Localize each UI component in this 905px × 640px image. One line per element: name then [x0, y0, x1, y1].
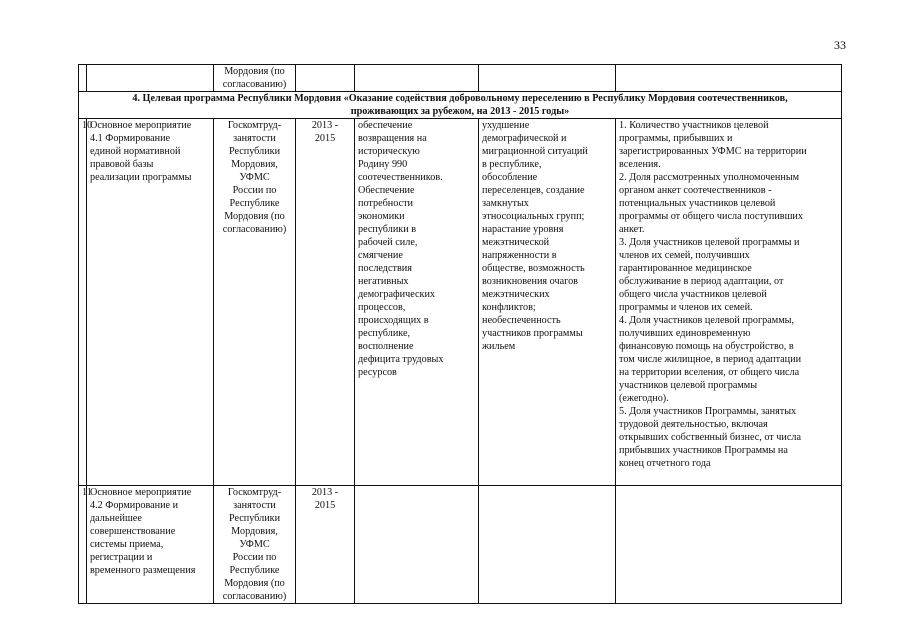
- section-header-row: [79, 92, 842, 119]
- row-number: 11: [79, 486, 87, 604]
- row-number: 10: [79, 119, 87, 486]
- cont-responsible-cell: Мордовия (по согласованию): [214, 65, 296, 92]
- cont-num-cell: [79, 65, 87, 92]
- result-cell: обеспечение возвращения на историческую Родину 990 соотечественников. Обеспечение потребности экономики республики в рабочей силе, смягчение последствия негативных демографических процессов, происходящих в республике, восполнение дефицита трудовых ресурсов: [355, 119, 479, 486]
- indicators-cell: 1. Количество участников целевой программы, прибывших и зарегистрированных УФМС на территории вселения. 2. Доля рассмотренных уполномоченным органом анкет соотечественников - потенциальных участников целевой программы от общего числа поступивших анкет. 3. Доля участников целевой программы и членов их семей, получивших гарантированное медицинское обслуживание в период адаптации, от общего числа участников целевой программы и членов их семей. 4. Доля участников целевой программы, получивших единовременную финансовую помощь на обустройство, в том числе жилищное, в период адаптации на территории вселения, от общего числа участников целевой программы (ежегодно). 5. Доля участников Программы, занятых трудовой деятельностью, включая открывших собственный бизнес, от числа прибывших участников Программы на конец отчетного года: [616, 119, 842, 486]
- period-cell: 2013 - 2015: [296, 119, 355, 486]
- indicators-cell: [616, 486, 842, 604]
- consequences-cell: [479, 486, 616, 604]
- table-row: [79, 119, 842, 486]
- activity-cell: Основное мероприятие 4.1 Формирование единой нормативной правовой базы реализации программы: [87, 119, 214, 486]
- responsible-cell: Госкомтруд- занятости Республики Мордовия, УФМС России по Республике Мордовия (по согласованию): [214, 486, 296, 604]
- program-table: [78, 64, 842, 604]
- cont-result-cell: [355, 65, 479, 92]
- table-row: [79, 486, 842, 604]
- cont-indicators-cell: [616, 65, 842, 92]
- period-cell: 2013 - 2015: [296, 486, 355, 604]
- result-cell: [355, 486, 479, 604]
- cont-activity-cell: [87, 65, 214, 92]
- cont-period-cell: [296, 65, 355, 92]
- cont-consequences-cell: [479, 65, 616, 92]
- page-number: 33: [834, 38, 846, 52]
- section-title: 4. Целевая программа Республики Мордовия «Оказание содействия добровольному переселению в Республику Мордовия соотечественников, проживающих за рубежом, на 2013 - 2015 годы»: [79, 92, 842, 119]
- responsible-cell: Госкомтруд- занятости Республики Мордовия, УФМС России по Республике Мордовия (по согласованию): [214, 119, 296, 486]
- activity-cell: Основное мероприятие 4.2 Формирование и дальнейшее совершенствование системы приема, регистрации и временного размещения: [87, 486, 214, 604]
- consequences-cell: ухудшение демографической и миграционной ситуаций в республике, обособление переселенцев, создание замкнутых этносоциальных групп; нарастание уровня межэтнической напряженности в обществе, возможность возникновения очагов межэтнических конфликтов; необеспеченность участников программы жильем: [479, 119, 616, 486]
- continuation-row: [79, 65, 842, 92]
